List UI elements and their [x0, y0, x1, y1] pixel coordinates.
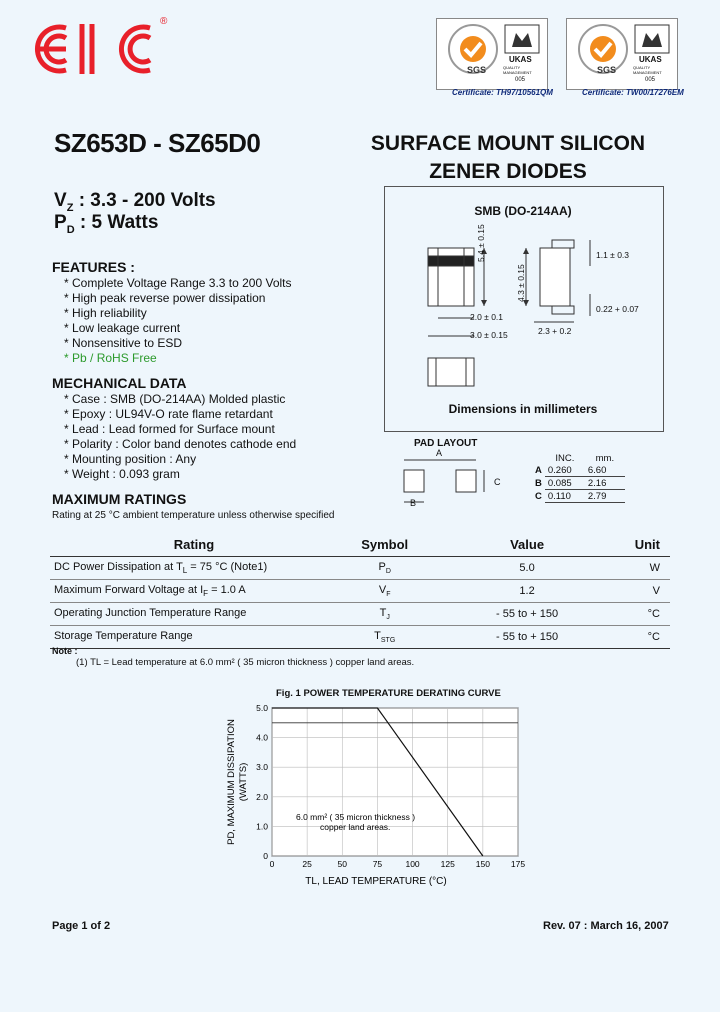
col-mm: mm. [595, 452, 615, 464]
x-tick-label: 75 [372, 859, 383, 869]
mechanical-heading: MECHANICAL DATA [52, 375, 187, 391]
table-row: Maximum Forward Voltage at $I_F = 1.0$ A $V_F$ 1.2 V [50, 580, 670, 603]
ukas-label: UKAS [639, 55, 662, 64]
features-heading: FEATURES : [52, 259, 135, 275]
ukas-label: UKAS [509, 55, 532, 64]
ukas-sub-label: QUALITY MANAGEMENT [633, 65, 662, 75]
sgs-label: SGS [597, 65, 617, 75]
table-row: Operating Junction Temperature Range $T_J$ - 55 to + 150 °C [50, 603, 670, 626]
list-item: * Weight : 0.093 gram [64, 467, 296, 482]
x-tick-label: 0 [269, 859, 275, 869]
list-item: * High peak reverse power dissipation [64, 291, 292, 306]
note-heading: Note : [52, 646, 78, 656]
list-item: * Case : SMB (DO-214AA) Molded plastic [64, 392, 296, 407]
ratings-table [50, 532, 670, 649]
y-tick-label: 0 [263, 851, 268, 861]
chart-ylabel-2: (WATTS) [238, 762, 249, 802]
chart-ylabel-1: PD, MAXIMUM DISSIPATION [226, 719, 237, 845]
vz-spec: $V_Z$ : 3.3 - 200 Volts [54, 190, 216, 214]
part-number-title: SZ653D - SZ65D0 [54, 128, 261, 158]
y-tick-label: 5.0 [256, 703, 268, 713]
chart-xlabel: TL, LEAD TEMPERATURE (°C) [305, 876, 447, 887]
table-row: Storage Temperature Range $T_{STG}$ - 55 to + 150 °C [50, 626, 670, 649]
product-subtitle [357, 130, 659, 186]
ratings-heading: MAXIMUM RATINGS [52, 491, 187, 507]
chart-title: Fig. 1 POWER TEMPERATURE DERATING CURVE [276, 688, 501, 699]
list-item: * Pb / RoHS Free [64, 351, 292, 366]
table-row: A 0.260 6.60 [532, 464, 625, 477]
pad-layout-title: PAD LAYOUT [414, 438, 478, 449]
list-item: * Mounting position : Any [64, 452, 296, 467]
x-tick-label: 125 [440, 859, 455, 869]
certification-badge-2 [566, 18, 678, 90]
subtitle-line-2: ZENER DIODES [429, 160, 587, 183]
list-item: * Low leakage current [64, 321, 292, 336]
subtitle-line-1: SURFACE MOUNT SILICON [370, 132, 646, 155]
badge-number: 005 [515, 77, 526, 83]
badge-number: 005 [645, 77, 656, 83]
dim-label-20: 2.0 ± 0.1 [470, 312, 504, 322]
pd-spec: $P_D$ : 5 Watts [54, 212, 159, 236]
ratings-note: Rating at 25 °C ambient temperature unless otherwise specified [52, 510, 335, 521]
dim-label-11: 1.1 ± 0.3 [596, 250, 630, 260]
header-rating: Rating [50, 532, 335, 557]
col-inc: INC. [555, 452, 575, 464]
x-tick-label: 100 [405, 859, 420, 869]
pad-dimension-table [532, 452, 625, 503]
ukas-sub-label: QUALITY MANAGEMENT [503, 65, 532, 75]
certification-badge-1 [436, 18, 548, 90]
mechanical-list [64, 392, 296, 482]
sgs-label: SGS [467, 65, 487, 75]
header-unit: Unit [620, 532, 670, 557]
list-item: * Polarity : Color band denotes cathode end [64, 437, 296, 452]
list-item: * Epoxy : UL94V-O rate flame retardant [64, 407, 296, 422]
eic-logo [22, 18, 164, 80]
note-text: (1) TL = Lead temperature at 6.0 mm² ( 35 micron thickness ) copper land areas. [76, 657, 415, 668]
dim-label-30: 3.0 ± 0.15 [470, 330, 508, 340]
revision: Rev. 07 : March 16, 2007 [543, 920, 669, 932]
package-footer: Dimensions in millimeters [448, 402, 598, 416]
y-tick-label: 2.0 [256, 791, 268, 802]
derating-chart [220, 700, 540, 900]
x-tick-label: 150 [475, 859, 490, 869]
chart-annotation-1: 6.0 mm² ( 35 micron thickness ) [296, 812, 416, 822]
table-row: B 0.085 2.16 [532, 477, 625, 490]
header-symbol: Symbol [335, 532, 435, 557]
header-value: Value [435, 532, 620, 557]
dim-label-23: 2.3 + 0.2 [538, 326, 572, 336]
page-number: Page 1 of 2 [52, 920, 111, 932]
dim-label-022: 0.22 + 0.07 [596, 304, 639, 314]
pad-label-c: C [494, 477, 501, 487]
registered-mark: ® [160, 16, 168, 27]
plot-area [272, 708, 518, 856]
pad-label-a: A [436, 448, 443, 458]
list-item: * Lead : Lead formed for Surface mount [64, 422, 296, 437]
x-tick-label: 175 [510, 859, 526, 869]
list-item: * Complete Voltage Range 3.3 to 200 Volts [64, 276, 292, 291]
y-tick-label: 4.0 [256, 732, 268, 743]
package-title: SMB (DO-214AA) [474, 204, 572, 218]
y-tick-label: 3.0 [256, 762, 268, 773]
x-tick-label: 25 [302, 859, 312, 869]
list-item: * Nonsensitive to ESD [64, 336, 292, 351]
list-item: * High reliability [64, 306, 292, 321]
pad-label-b: B [410, 498, 417, 508]
y-tick-label: 1.0 [256, 821, 268, 832]
certificate-1: Certificate: TH97/10561QM [452, 88, 553, 97]
table-row: C 0.110 2.79 [532, 490, 625, 503]
dim-label-54: 5.4 ± 0.15 [476, 224, 486, 262]
chart-annotation-2: copper land areas. [320, 822, 391, 832]
table-row: DC Power Dissipation at $T_L = 75$ °C (Note1) $P_D$ 5.0 W [50, 557, 670, 580]
certificate-2: Certificate: TW00/17276EM [582, 88, 684, 97]
features-list [64, 276, 292, 366]
x-tick-label: 50 [337, 859, 348, 869]
dim-label-43: 4.3 ± 0.15 [516, 264, 526, 302]
